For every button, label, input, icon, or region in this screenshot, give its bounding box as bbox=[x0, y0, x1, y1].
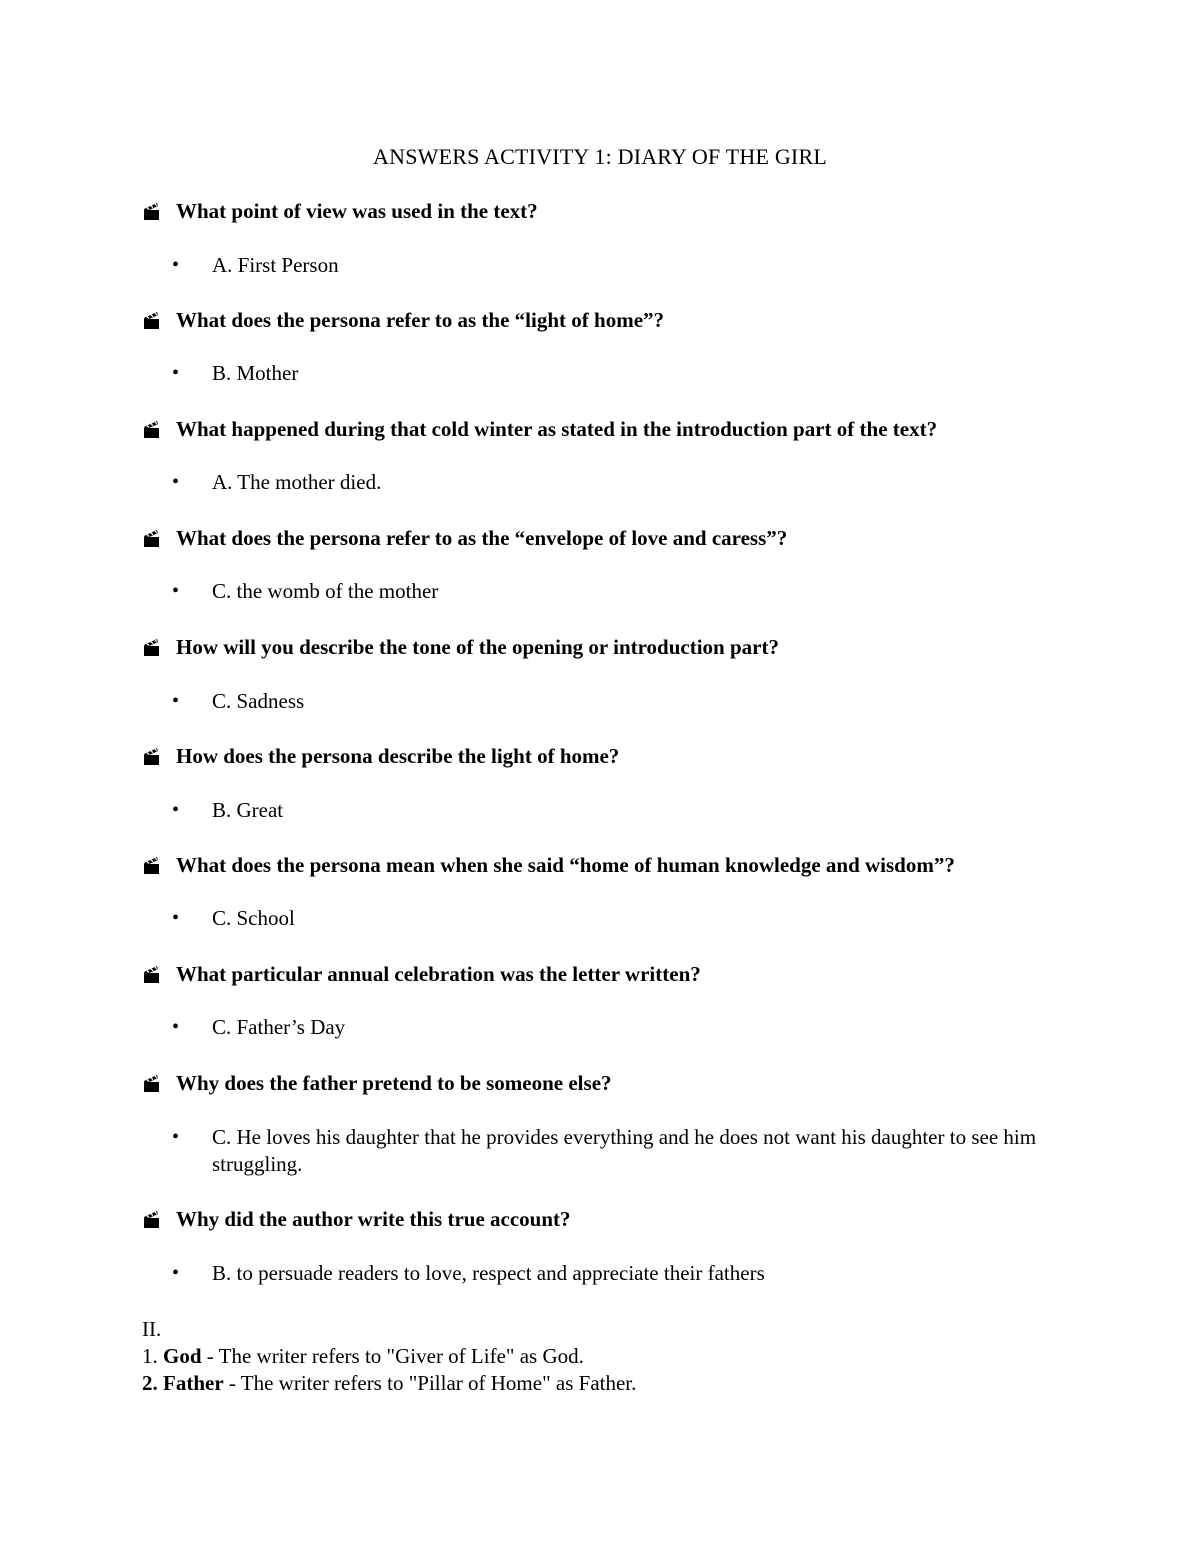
section-entry bbox=[142, 1343, 1092, 1370]
question-text: How does the persona describe the light of home? bbox=[176, 744, 620, 768]
answer-text: A. The mother died. bbox=[212, 470, 382, 494]
answer-text: B. Great bbox=[212, 798, 284, 822]
question-text: What does the persona refer to as the “light of home”? bbox=[176, 308, 665, 332]
question-item bbox=[142, 1070, 1102, 1100]
section-heading: II. bbox=[142, 1317, 162, 1341]
entry-number: 2. bbox=[142, 1371, 158, 1395]
answer-text: A. First Person bbox=[212, 253, 339, 277]
clapperboard-icon bbox=[142, 1074, 162, 1094]
bullet-icon: • bbox=[172, 254, 180, 276]
bullet-icon: • bbox=[172, 362, 180, 384]
clapperboard-icon bbox=[142, 965, 162, 985]
bullet-icon: • bbox=[172, 471, 180, 493]
question-item bbox=[142, 198, 1102, 228]
answer-text: C. Sadness bbox=[212, 689, 305, 713]
document-title: ANSWERS ACTIVITY 1: DIARY OF THE GIRL bbox=[373, 144, 827, 169]
question-item bbox=[142, 307, 1102, 337]
clapperboard-icon bbox=[142, 638, 162, 658]
clapperboard-icon bbox=[142, 311, 162, 331]
entry-text: - The writer refers to "Pillar of Home" as Father. bbox=[223, 1371, 637, 1395]
answer-text: C. He loves his daughter that he provides everything and he does not want his daughter to see him struggling. bbox=[212, 1125, 1037, 1176]
bullet-icon: • bbox=[172, 1016, 180, 1038]
question-text: Why does the father pretend to be someone else? bbox=[176, 1071, 612, 1095]
bullet-icon: • bbox=[172, 907, 180, 929]
entry-text: - The writer refers to "Giver of Life" as God. bbox=[201, 1344, 584, 1368]
bullet-icon: • bbox=[172, 580, 180, 602]
question-item bbox=[142, 416, 1102, 446]
entry-term: God bbox=[163, 1344, 202, 1368]
entry-number: 1. bbox=[142, 1344, 158, 1368]
question-item bbox=[142, 961, 1102, 991]
question-item bbox=[142, 852, 1102, 882]
question-item bbox=[142, 525, 1102, 555]
answer-text: B. to persuade readers to love, respect and appreciate their fathers bbox=[212, 1261, 765, 1285]
bullet-icon: • bbox=[172, 799, 180, 821]
bullet-icon: • bbox=[172, 1126, 180, 1148]
question-text: What happened during that cold winter as stated in the introduction part of the text? bbox=[176, 417, 938, 441]
bullet-icon: • bbox=[172, 1262, 180, 1284]
section-entry bbox=[142, 1370, 1092, 1397]
section-two bbox=[142, 1316, 1092, 1397]
question-text: What does the persona refer to as the “envelope of love and caress”? bbox=[176, 526, 788, 550]
bullet-icon: • bbox=[172, 690, 180, 712]
question-item bbox=[142, 634, 1102, 664]
question-text: How will you describe the tone of the opening or introduction part? bbox=[176, 635, 779, 659]
question-item bbox=[142, 743, 1102, 773]
question-text: What point of view was used in the text? bbox=[176, 199, 538, 223]
answer-text: C. School bbox=[212, 906, 295, 930]
entry-term: Father bbox=[163, 1371, 224, 1395]
answer-text: C. Father’s Day bbox=[212, 1015, 346, 1039]
answer-text: B. Mother bbox=[212, 361, 299, 385]
clapperboard-icon bbox=[142, 747, 162, 767]
answer-text: C. the womb of the mother bbox=[212, 579, 439, 603]
clapperboard-icon bbox=[142, 529, 162, 549]
clapperboard-icon bbox=[142, 420, 162, 440]
question-text: What does the persona mean when she said “home of human knowledge and wisdom”? bbox=[176, 853, 955, 877]
clapperboard-icon bbox=[142, 1210, 162, 1230]
question-item bbox=[142, 1206, 1102, 1236]
clapperboard-icon bbox=[142, 202, 162, 222]
question-text: Why did the author write this true account? bbox=[176, 1207, 571, 1231]
question-text: What particular annual celebration was the letter written? bbox=[176, 962, 701, 986]
clapperboard-icon bbox=[142, 856, 162, 876]
